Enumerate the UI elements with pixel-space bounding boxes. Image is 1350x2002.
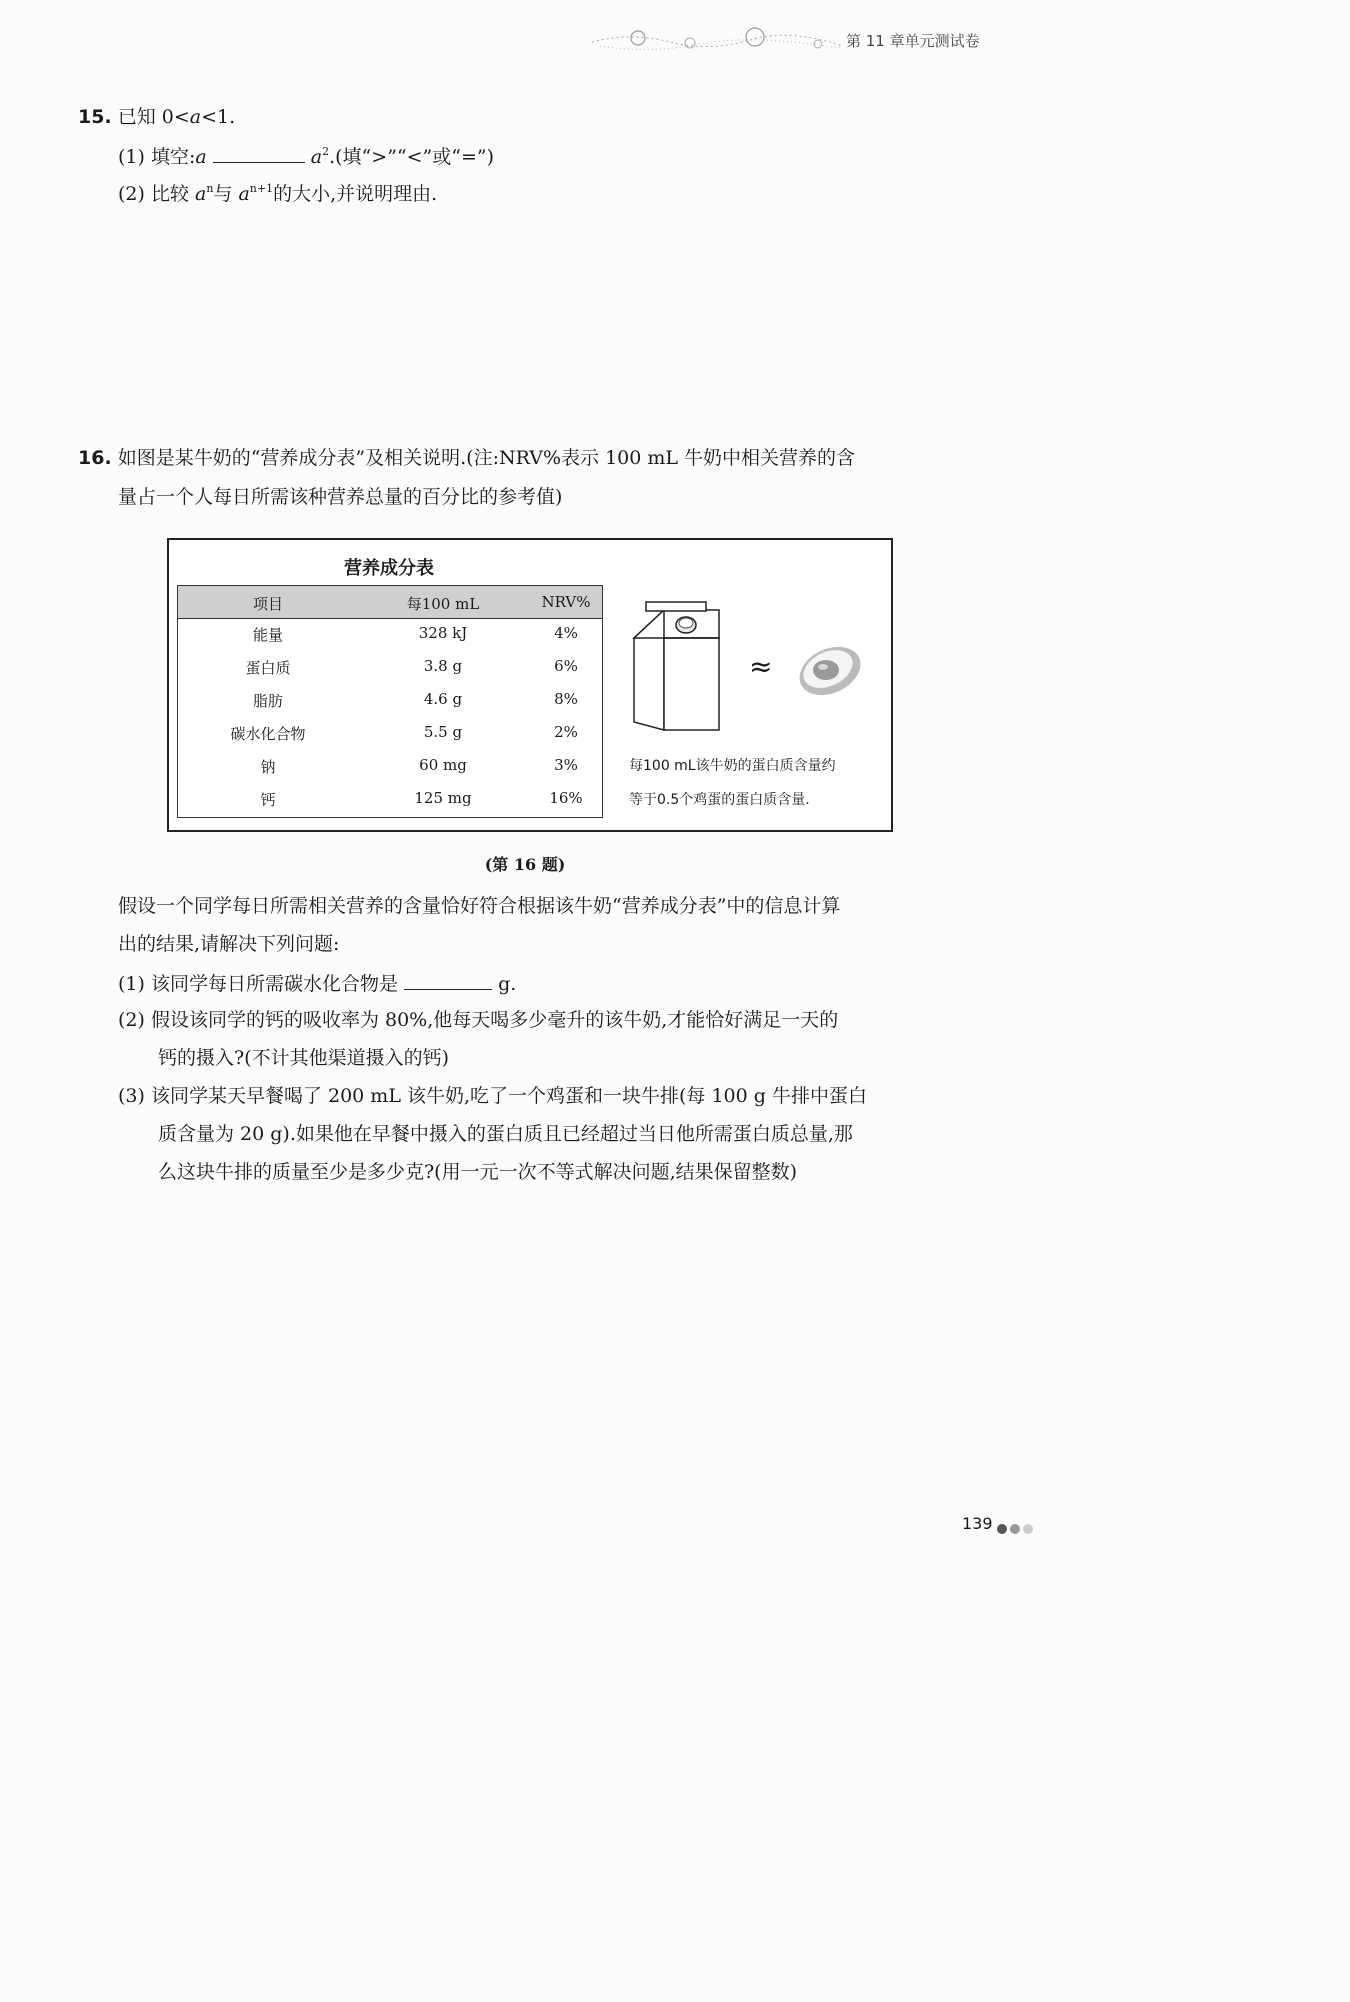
row-per100: 60 mg [419, 756, 467, 774]
q16-intro-text1: 如图是某牛奶的“营养成分表”及相关说明.(注:NRV%表示 100 mL 牛奶中相关营养的含 [117, 447, 856, 469]
q15-stem [78, 104, 235, 130]
row-item: 钠 [260, 758, 276, 776]
q15-part2 [118, 181, 437, 207]
row-item: 碳水化合物 [230, 725, 306, 743]
table-header-row [178, 586, 602, 619]
page-number: 139 [962, 1514, 993, 1533]
row-item: 脂肪 [252, 692, 283, 710]
q15-part2-tail: 的大小,并说明理由. [273, 183, 438, 205]
q16-intro-line2: 量占一个人每日所需该种营养总量的百分比的参考值) [118, 486, 563, 508]
q15-part2-mid: 与 [213, 183, 239, 205]
q16-part1-unit: g. [498, 973, 517, 995]
q15-part2-sup1: n [206, 182, 214, 195]
q15-part1 [118, 142, 494, 170]
q16-assume-line2: 出的结果,请解决下列问题: [118, 933, 340, 955]
row-item: 钙 [260, 791, 276, 809]
figure-note-line2: 等于0.5个鸡蛋的蛋白质含量. [629, 792, 810, 808]
q16-intro-line1 [78, 445, 855, 471]
q15-stem-post: <1. [201, 106, 236, 128]
milk-carton-icon [624, 600, 729, 735]
nutrition-table [177, 585, 603, 818]
approx-symbol: ≈ [749, 650, 773, 683]
q16-part1 [118, 969, 516, 997]
q16-assume-line1: 假设一个同学每日所需相关营养的含量恰好符合根据该牛奶“营养成分表”中的信息计算 [118, 895, 841, 917]
nutrition-figure [167, 538, 893, 832]
egg-icon [794, 643, 864, 698]
q15-part1-answer-blank[interactable] [213, 142, 305, 163]
header-item: 项目 [252, 595, 283, 613]
q15-part2-var1: a [195, 183, 207, 205]
table-title: 营养成分表 [344, 558, 434, 579]
row-nrv: 2% [554, 723, 578, 741]
header-decoration [590, 20, 845, 60]
q16-part1-text: (1) 该同学每日所需碳水化合物是 [118, 973, 398, 995]
row-per100: 4.6 g [423, 690, 463, 708]
q16-number: 16. [78, 447, 112, 469]
header-nrv: NRV% [541, 593, 591, 611]
q15-number: 15. [78, 106, 112, 128]
header-per100: 每100 mL [406, 595, 480, 613]
row-per100: 5.5 g [423, 723, 463, 741]
q16-part2-line1: (2) 假设该同学的钙的吸收率为 80%,他每天喝多少毫升的该牛奶,才能恰好满足一天的 [118, 1009, 839, 1031]
q15-stem-pre: 已知 0< [117, 106, 190, 128]
row-nrv: 4% [554, 624, 578, 642]
row-nrv: 16% [549, 789, 583, 807]
q15-part1-var: a [195, 146, 207, 168]
chapter-title: 第 11 章单元测试卷 [846, 32, 980, 50]
figure-caption: (第 16 题) [484, 855, 566, 874]
q15-part1-tail-var: a [310, 146, 323, 168]
page-dots-decoration [997, 1519, 1036, 1538]
table-row [178, 690, 602, 723]
table-row [178, 789, 602, 822]
table-row [178, 657, 602, 690]
row-per100: 125 mg [414, 789, 472, 807]
table-row [178, 723, 602, 756]
row-per100: 328 kJ [418, 624, 468, 642]
row-per100: 3.8 g [423, 657, 463, 675]
dot-icon [997, 1524, 1007, 1534]
row-nrv: 6% [554, 657, 578, 675]
dot-icon [1010, 1524, 1020, 1534]
q15-part2-sup2: n+1 [249, 182, 274, 195]
q15-stem-var: a [189, 106, 202, 128]
dot-icon [1023, 1524, 1033, 1534]
q16-part2-line2: 钙的摄入?(不计其他渠道摄入的钙) [158, 1047, 450, 1069]
q15-part1-sup: 2 [322, 145, 330, 158]
row-nrv: 8% [554, 690, 578, 708]
q15-part1-label: (1) 填空: [118, 146, 196, 168]
figure-note-line1: 每100 mL该牛奶的蛋白质含量约 [629, 758, 836, 774]
row-nrv: 3% [554, 756, 578, 774]
row-item: 蛋白质 [245, 659, 291, 677]
table-row [178, 624, 602, 657]
q16-part3-line3: 么这块牛排的质量至少是多少克?(用一元一次不等式解决问题,结果保留整数) [158, 1161, 798, 1183]
row-item: 能量 [252, 626, 283, 644]
q15-part1-tail: .(填“>”“<”或“=”) [329, 146, 495, 168]
q15-part2-label: (2) 比较 [118, 183, 195, 205]
q16-part1-answer-blank[interactable] [404, 969, 492, 990]
q16-part3-line1: (3) 该同学某天早餐喝了 200 mL 该牛奶,吃了一个鸡蛋和一块牛排(每 100 g 牛排中蛋白 [118, 1085, 867, 1107]
q15-part2-var2: a [238, 183, 250, 205]
q16-part3-line2: 质含量为 20 g).如果他在早餐中摄入的蛋白质且已经超过当日他所需蛋白质总量,那 [158, 1123, 853, 1145]
table-row [178, 756, 602, 789]
